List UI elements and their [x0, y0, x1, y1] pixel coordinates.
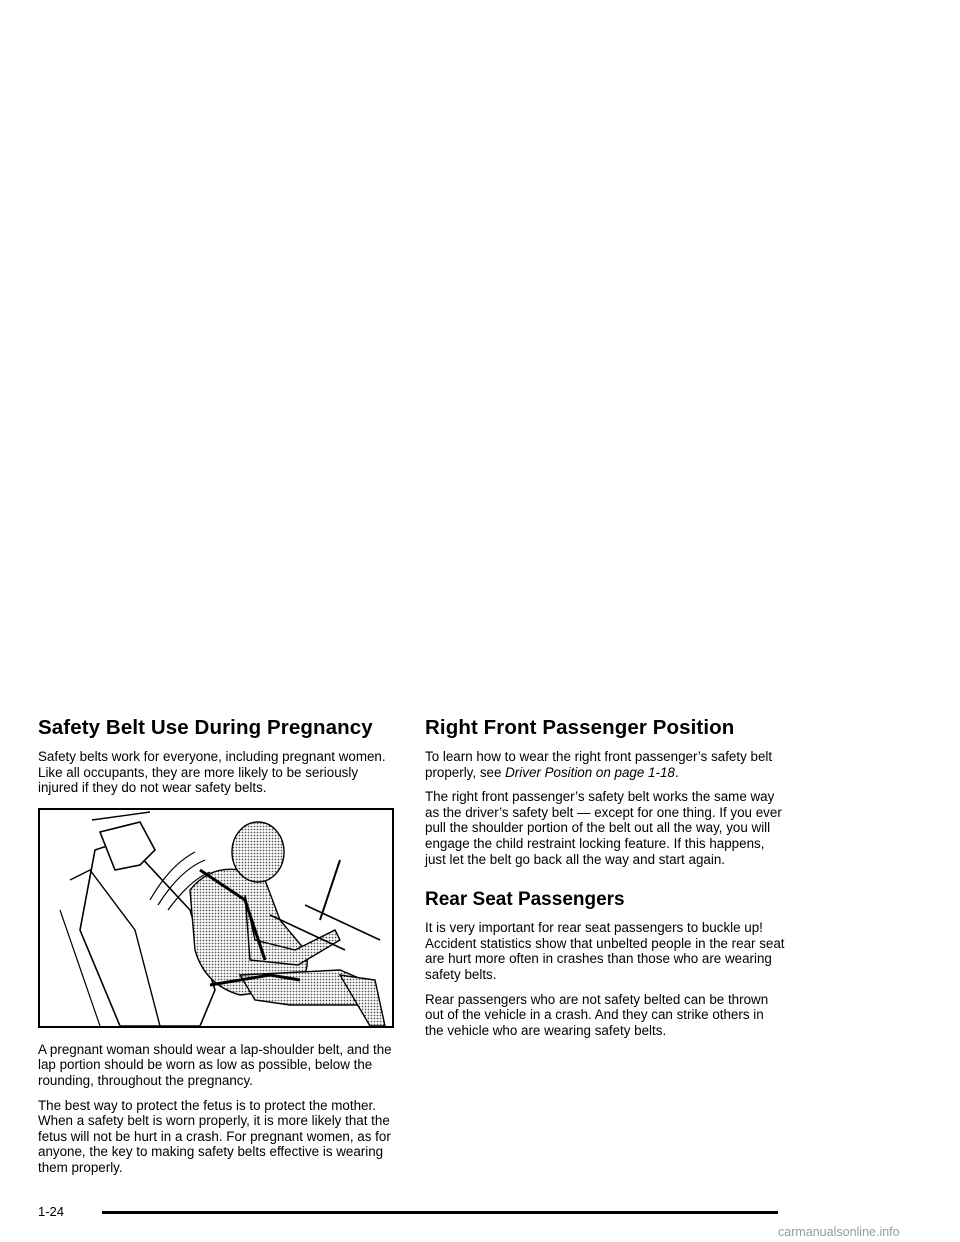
paragraph: Rear passengers who are not safety belted can be thrown out of the vehicle in a crash. And they can strike others in the vehicle who are wearing safety belts. [425, 991, 769, 1038]
paragraph: It is very important for rear seat passengers to buckle up! Accident statistics show that unbelted people in the rear seat are hurt more often in crashes than those who are wearing safety belts. [425, 920, 785, 982]
illustration-svg [40, 810, 392, 1026]
section-heading-rear-seat: Rear Seat Passengers [425, 889, 625, 911]
section-heading-pregnancy: Safety Belt Use During Pregnancy [38, 716, 373, 739]
paragraph: The best way to protect the fetus is to protect the mother. When a safety belt is worn properly, it is more likely that the fetus will not be hurt in a crash. For pregnant women, as for anyone, the key to making safety belts effective is wearing them properly. [38, 1097, 391, 1175]
left-column [38, 716, 396, 1185]
headrest-post [92, 812, 150, 820]
watermark: carmanualsonline.info [778, 1225, 900, 1239]
paragraph: The right front passenger’s safety belt works the same way as the driver’s safety belt — except for one thing. If you ever pull the shoulder portion of the belt out all the way, you will engage the child restraint locking feature. If this happens, just let the belt go back all the way and start again. [425, 789, 782, 867]
paragraph [425, 749, 785, 780]
woman-head [232, 822, 284, 882]
footer-rule [102, 1211, 778, 1214]
paragraph: Safety belts work for everyone, including pregnant women. Like all occupants, they are more likely to be seriously injured if they do not wear safety belts. [38, 749, 386, 796]
right-column [425, 716, 785, 1047]
paragraph-text: To learn how to wear the right front passenger’s safety belt properly, see [425, 749, 773, 780]
cross-reference-link[interactable]: Driver Position on page 1-18 [505, 764, 675, 780]
paragraph-end: . [674, 764, 679, 780]
steering-column [320, 860, 340, 920]
paragraph: A pregnant woman should wear a lap-shoulder belt, and the lap portion should be worn as low as possible, below the rounding, throughout the pregnancy. [38, 1041, 392, 1088]
dashboard-line [305, 905, 380, 940]
section-heading-right-front-passenger: Right Front Passenger Position [425, 716, 735, 739]
page-number: 1-24 [38, 1204, 65, 1219]
pregnant-woman-seatbelt-illustration [38, 808, 394, 1028]
